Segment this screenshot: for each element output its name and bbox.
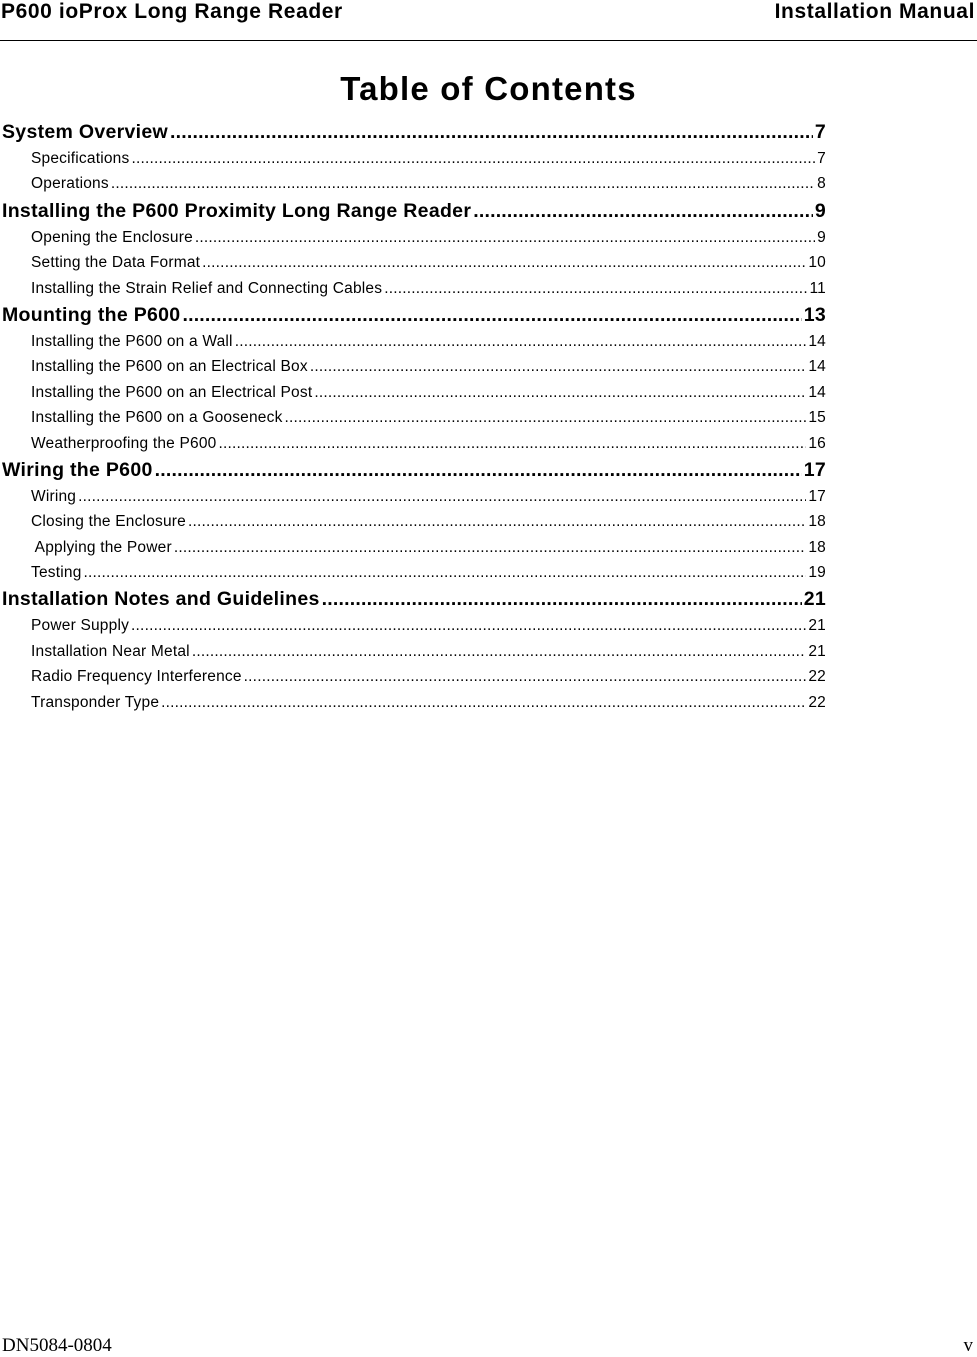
- toc-entry-page-number: 15: [808, 409, 826, 427]
- toc-section-entry[interactable]: [2, 431, 826, 456]
- toc-dot-leader: [131, 613, 806, 638]
- toc-entry-page-number: 18: [808, 513, 826, 531]
- toc-dot-leader: [188, 509, 806, 534]
- toc-dot-leader: [131, 146, 815, 171]
- toc-entry-title: Closing the Enclosure: [31, 513, 186, 531]
- toc-dot-leader: [155, 456, 802, 484]
- toc-dot-leader: [322, 585, 802, 613]
- toc-dot-leader: [202, 250, 806, 275]
- toc-entry-title: Transponder Type: [31, 693, 160, 711]
- toc-entry-page-number: 16: [808, 434, 826, 452]
- toc-section-entry[interactable]: [2, 639, 826, 664]
- toc-dot-leader: [285, 405, 807, 430]
- toc-dot-leader: [78, 484, 806, 509]
- toc-entry-title: Installing the Strain Relief and Connecting Cables: [31, 279, 383, 297]
- toc-entry-page-number: 21: [808, 617, 826, 635]
- toc-entry-page-number: 21: [803, 588, 826, 611]
- toc-section-entry[interactable]: [2, 535, 826, 560]
- page-header: [0, 0, 977, 41]
- toc-section-entry[interactable]: [2, 276, 826, 301]
- toc-chapter-entry[interactable]: [2, 456, 826, 484]
- toc-dot-leader: [384, 276, 807, 301]
- toc-dot-leader: [310, 354, 807, 379]
- toc-entry-title: Wiring: [31, 487, 77, 505]
- toc-section-entry[interactable]: [2, 225, 826, 250]
- toc-entry-page-number: 10: [808, 254, 826, 272]
- toc-section-entry[interactable]: [2, 560, 826, 585]
- toc-dot-leader: [161, 690, 806, 715]
- toc-entry-title: System Overview: [2, 121, 169, 143]
- toc-section-entry[interactable]: [2, 509, 826, 534]
- toc-dot-leader: [182, 301, 801, 329]
- toc-section-entry[interactable]: [2, 250, 826, 275]
- toc-dot-leader: [111, 171, 815, 196]
- toc-entry-title: Weatherproofing the P600: [31, 434, 217, 452]
- toc-section-entry[interactable]: [2, 405, 826, 430]
- toc-section-entry[interactable]: [2, 664, 826, 689]
- toc-entry-title: Power Supply: [31, 617, 130, 635]
- toc-entry-page-number: 11: [809, 279, 826, 297]
- toc-entry-title: Installation Notes and Guidelines: [2, 588, 320, 611]
- toc-entry-page-number: 14: [808, 332, 826, 350]
- toc-dot-leader: [84, 560, 807, 585]
- footer-page-number: v: [963, 1335, 973, 1356]
- toc-section-entry[interactable]: [2, 329, 826, 354]
- toc-entry-title: Applying the Power: [31, 538, 172, 556]
- toc-entry-page-number: 9: [814, 199, 826, 222]
- toc-entry-title: Installing the P600 on an Electrical Box: [31, 358, 308, 376]
- toc-entry-title: Operations: [31, 175, 109, 193]
- toc-entry-page-number: 7: [817, 150, 826, 167]
- toc-section-entry[interactable]: [2, 171, 826, 196]
- footer-doc-number: DN5084-0804: [2, 1335, 112, 1356]
- header-manual-title: Installation Manual: [774, 0, 975, 23]
- header-product-title: P600 ioProx Long Range Reader: [1, 0, 343, 23]
- toc-dot-leader: [174, 535, 807, 560]
- toc-entry-page-number: 21: [808, 642, 826, 660]
- toc-section-entry[interactable]: [2, 613, 826, 638]
- toc-chapter-entry[interactable]: [2, 197, 826, 225]
- toc-section-entry[interactable]: [2, 146, 826, 171]
- toc-entry-title: Installing the P600 on an Electrical Post: [31, 383, 313, 401]
- toc-entry-page-number: 22: [808, 693, 826, 711]
- toc-dot-leader: [195, 225, 815, 250]
- toc-entry-page-number: 17: [808, 487, 826, 505]
- page-title: Table of Contents: [340, 70, 637, 107]
- toc-section-entry[interactable]: [2, 690, 826, 715]
- toc-entry-title: Installation Near Metal: [31, 642, 190, 660]
- toc-entry-title: Installing the P600 on a Gooseneck: [31, 409, 283, 427]
- toc-entry-title: Setting the Data Format: [31, 254, 201, 272]
- toc-dot-leader: [218, 431, 806, 456]
- toc-dot-leader: [192, 639, 807, 664]
- toc-entry-page-number: 18: [808, 538, 826, 556]
- toc-entry-page-number: 19: [808, 564, 826, 582]
- toc-dot-leader: [244, 664, 807, 689]
- table-of-contents: [2, 118, 826, 715]
- toc-dot-leader: [170, 118, 813, 146]
- toc-chapter-entry[interactable]: [2, 301, 826, 329]
- toc-entry-title: Wiring the P600: [2, 458, 153, 481]
- toc-entry-page-number: 14: [808, 358, 826, 376]
- toc-dot-leader: [314, 380, 806, 405]
- toc-entry-title: Testing: [31, 564, 82, 582]
- toc-entry-title: Mounting the P600: [2, 303, 181, 326]
- toc-dot-leader: [473, 197, 813, 225]
- toc-entry-title: Radio Frequency Interference: [31, 668, 242, 686]
- toc-chapter-entry[interactable]: [2, 585, 826, 613]
- toc-entry-title: Installing the P600 Proximity Long Range Reader: [2, 199, 472, 222]
- toc-entry-page-number: 7: [814, 121, 826, 143]
- toc-entry-title: Specifications: [31, 150, 130, 167]
- toc-entry-page-number: 22: [808, 668, 826, 686]
- toc-entry-page-number: 13: [803, 303, 826, 326]
- toc-section-entry[interactable]: [2, 484, 826, 509]
- toc-chapter-entry[interactable]: [2, 118, 826, 146]
- toc-entry-title: Installing the P600 on a Wall: [31, 332, 233, 350]
- toc-section-entry[interactable]: [2, 380, 826, 405]
- toc-entry-page-number: 8: [817, 175, 826, 193]
- toc-entry-title: Opening the Enclosure: [31, 228, 193, 246]
- toc-entry-page-number: 9: [817, 228, 826, 246]
- toc-entry-page-number: 17: [803, 458, 826, 481]
- toc-dot-leader: [235, 329, 807, 354]
- toc-entry-page-number: 14: [808, 383, 826, 401]
- toc-section-entry[interactable]: [2, 354, 826, 379]
